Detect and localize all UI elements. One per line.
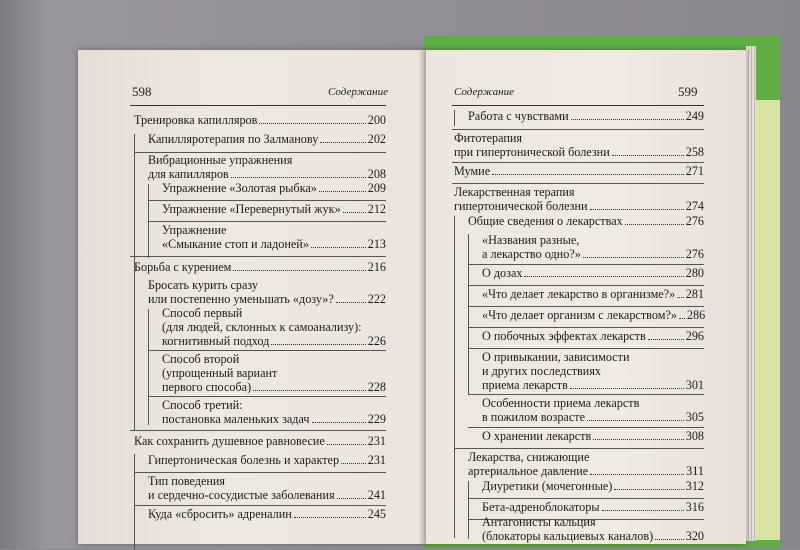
entry-page: 271 [685, 164, 704, 178]
entry-separator [148, 350, 386, 351]
toc-entry [482, 309, 704, 323]
entry-title: О привыкании, зависимости [482, 350, 630, 364]
section-bar [468, 481, 469, 539]
entry-title: Диуретики (мочегонные) [482, 479, 613, 493]
entry-title: Антагонисты кальция [482, 515, 596, 529]
toc-entry [148, 454, 386, 468]
entry-page: 226 [367, 333, 386, 348]
entry-title: первого способа) [162, 379, 252, 394]
toc-entry [482, 501, 704, 515]
toc-entry [162, 224, 386, 252]
toc-entry [134, 114, 386, 128]
entry-page: 212 [367, 202, 386, 216]
toc-entry [148, 154, 386, 182]
entry-page: 228 [367, 379, 386, 394]
section-separator [130, 256, 386, 257]
entry-title: Бета-адреноблокаторы [482, 500, 600, 514]
left-page [78, 50, 428, 544]
toc-entry [482, 351, 704, 392]
entry-title: Тип поведения [148, 474, 226, 488]
entry-title: Бросать курить сразу [148, 278, 259, 292]
right-page-number: 599 [678, 84, 698, 99]
entry-page: 231 [367, 434, 386, 448]
toc-entry [454, 165, 704, 179]
toc-entry [162, 399, 386, 427]
toc-entry [482, 430, 704, 444]
section-separator [452, 162, 704, 163]
entry-separator [468, 498, 704, 499]
toc-entry [468, 451, 704, 479]
section-bar [148, 309, 149, 425]
entry-separator [148, 200, 386, 201]
entry-title: Мумие [454, 164, 491, 178]
entry-title: Вибрационные упражнения [148, 153, 293, 167]
entry-separator [468, 327, 704, 328]
toc-entry [468, 110, 704, 124]
entry-title: Особенности приема лекарств [482, 396, 640, 410]
entry-title: Способ третий: [162, 398, 243, 412]
entry-title: Способ второй [162, 352, 240, 366]
entry-title: постановка маленьких задач [162, 411, 310, 426]
toc-entry [482, 397, 704, 425]
entry-separator [134, 505, 386, 506]
entry-title: Упражнение «Золотая рыбка» [162, 181, 317, 195]
entry-title: (упрощенный вариант [162, 365, 278, 380]
entry-title: «Названия разные, [482, 233, 580, 247]
entry-page: 296 [685, 329, 704, 343]
entry-separator [148, 396, 386, 397]
entry-title: или постепенно уменьшать «дозу»? [148, 291, 334, 306]
section-separator [452, 129, 704, 130]
entry-separator [148, 221, 386, 222]
toc-entry [482, 267, 704, 281]
entry-title: Лекарственная терапия [454, 185, 575, 199]
entry-title: Способ первый [162, 306, 243, 320]
right-header-rule [452, 105, 704, 106]
entry-separator [468, 306, 704, 307]
toc-entry [162, 353, 386, 394]
entry-title: и сердечно-сосудистые заболевания [148, 487, 335, 502]
entry-title: Общие сведения о лекарствах [468, 214, 623, 228]
toc-entry [482, 516, 704, 544]
toc-entry [482, 480, 704, 494]
left-page-number: 598 [132, 84, 152, 99]
section-separator [130, 430, 386, 431]
entry-separator [468, 348, 704, 349]
page-edges [746, 46, 756, 541]
entry-separator [134, 472, 386, 473]
toc-entry [134, 261, 386, 275]
toc-entry [482, 330, 704, 344]
entry-title: Куда «сбросить» адреналин [148, 507, 292, 521]
section-bar [134, 280, 135, 430]
entry-title: Лекарства, снижающие [468, 450, 590, 464]
entry-page: 311 [686, 463, 704, 478]
entry-separator [468, 285, 704, 286]
entry-page: 276 [685, 246, 704, 261]
entry-title: Тренировка капилляров [134, 113, 258, 127]
entry-page: 280 [685, 266, 704, 280]
entry-title: «Смыкание стоп и ладоней» [162, 236, 309, 251]
entry-page: 202 [367, 132, 386, 146]
entry-separator [454, 448, 704, 449]
entry-title: гипертонической болезни [454, 198, 588, 213]
entry-page: 274 [685, 198, 704, 213]
toc-entry [482, 234, 704, 262]
entry-title: Упражнение «Перевернутый жук» [162, 202, 341, 216]
section-bar [134, 454, 135, 550]
left-running-title: Содержание [328, 86, 389, 98]
entry-page: 316 [685, 500, 704, 514]
entry-page: 320 [685, 528, 704, 543]
toc-entry [148, 475, 386, 503]
entry-page: 216 [367, 260, 386, 274]
entry-separator [468, 264, 704, 265]
entry-title: Фитотерапия [454, 131, 522, 145]
entry-page: 241 [367, 487, 386, 502]
entry-title: О дозах [482, 266, 523, 280]
section-bar [468, 234, 469, 394]
toc-entry [148, 279, 386, 307]
section-bar [454, 110, 455, 126]
entry-title: (блокаторы кальциевых каналов) [482, 528, 654, 543]
entry-title: при гипертонической болезни [454, 144, 610, 159]
entry-page: 281 [685, 287, 704, 301]
toc-entry [162, 203, 386, 217]
entry-page: 245 [367, 507, 386, 521]
entry-title: и других последствиях [482, 363, 602, 378]
entry-title: (для людей, склонных к самоанализу): [162, 319, 362, 334]
entry-title: Борьба с курением [134, 260, 232, 274]
entry-title: для капилляров [148, 166, 229, 181]
entry-title: «Что делает лекарство в организме?» [482, 287, 676, 301]
entry-title: О хранении лекарств [482, 429, 592, 443]
entry-page: 308 [685, 429, 704, 443]
toc-entry [454, 132, 704, 160]
entry-title: а лекарство одно?» [482, 246, 581, 261]
entry-page: 276 [685, 214, 704, 228]
entry-page: 208 [367, 166, 386, 181]
toc-entry [468, 215, 704, 229]
entry-title: Гипертоническая болезнь и характер [148, 453, 340, 467]
toc-entry [162, 182, 386, 196]
entry-page: 305 [685, 409, 704, 424]
toc-entry [454, 186, 704, 214]
toc-entry [482, 288, 704, 302]
toc-entry [134, 435, 386, 449]
entry-page: 312 [685, 479, 704, 493]
entry-title: в пожилом возрасте [482, 409, 585, 424]
entry-page: 222 [367, 291, 386, 306]
entry-page: 249 [685, 109, 704, 123]
entry-page: 200 [367, 113, 386, 127]
entry-title: когнитивный подход [162, 333, 270, 348]
entry-page: 231 [367, 453, 386, 467]
toc-entry [162, 307, 386, 348]
entry-separator [468, 394, 704, 395]
entry-title: Упражнение [162, 223, 227, 237]
entry-title: артериальное давление [468, 463, 589, 478]
section-bar [454, 216, 455, 538]
entry-page: 213 [367, 236, 386, 251]
entry-page: 258 [685, 144, 704, 159]
entry-page: 301 [685, 377, 704, 392]
entry-separator [468, 427, 704, 428]
entry-title: Капилляротерапия по Залманову [148, 132, 319, 146]
entry-title: Как сохранить душевное равновесие [134, 434, 325, 448]
entry-page: 209 [367, 181, 386, 195]
right-page [426, 50, 746, 544]
entry-title: О побочных эффектах лекарств [482, 329, 646, 343]
entry-title: приема лекарств [482, 377, 568, 392]
section-separator [452, 183, 704, 184]
entry-title: Работа с чувствами [468, 109, 569, 123]
entry-page: 229 [367, 411, 386, 426]
toc-entry [148, 508, 386, 522]
toc-entry [148, 133, 386, 147]
entry-title: «Что делает организм с лекарством?» [482, 308, 677, 322]
left-header-rule [130, 105, 386, 106]
right-running-title: Содержание [454, 86, 515, 98]
entry-page: 286 [686, 308, 706, 322]
